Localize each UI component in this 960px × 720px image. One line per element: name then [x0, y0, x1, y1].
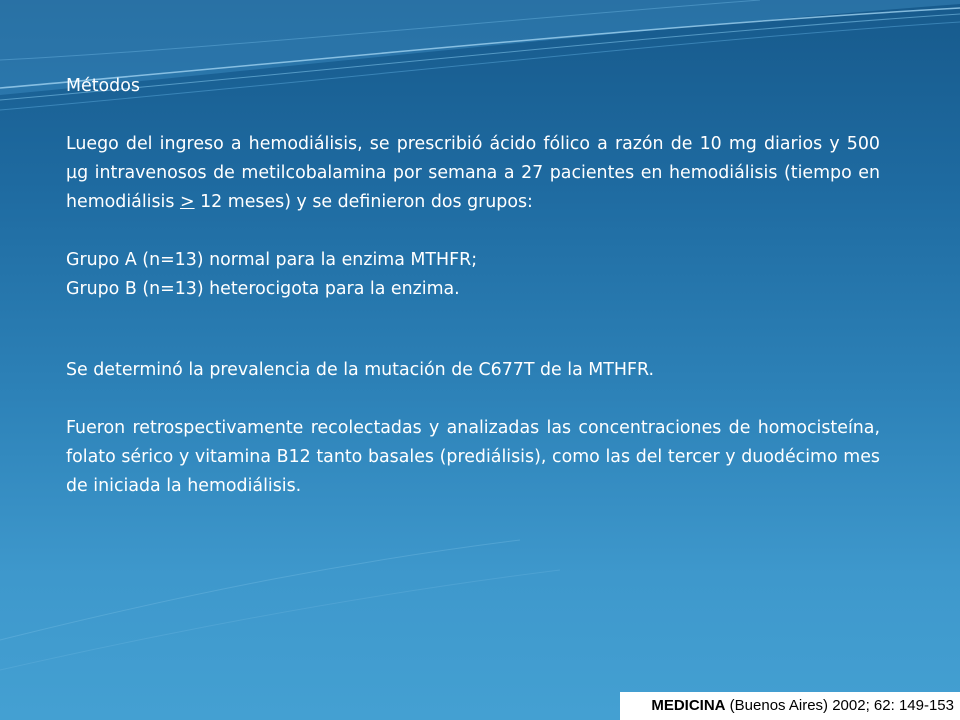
section-title: Métodos	[66, 76, 140, 96]
citation-details: (Buenos Aires) 2002; 62: 149-153	[725, 697, 954, 714]
paragraph-retrospective: Fueron retrospectivamente recolectadas y analizadas las concentraciones de homocisteína, folato sérico y vitamina B12 tanto basales (prediálisis), como las del tercer y duodécimo mes de iniciada la hemodiálisis.	[66, 418, 880, 496]
citation-journal: MEDICINA	[651, 697, 726, 714]
group-a-line: Grupo A (n=13) normal para la enzima MTHFR;	[66, 250, 478, 270]
paragraph-treatment-text: Luego del ingreso a hemodiálisis, se prescribió ácido fólico a razón de 10 mg diarios y 500 µg intravenosos de metilcobalamina por semana a 27 pacientes en hemodiálisis (tiempo en hemodiálisis	[66, 134, 880, 212]
paragraph-treatment	[66, 130, 880, 217]
citation-box	[620, 692, 960, 720]
paragraph-treatment-end: 12 meses) y se definieron dos grupos:	[194, 192, 533, 212]
slide-content	[66, 72, 880, 501]
paragraph-prevalence: Se determinó la prevalencia de la mutación de C677T de la MTHFR.	[66, 360, 654, 380]
greater-equal-symbol: >	[179, 192, 195, 212]
group-b-line: Grupo B (n=13) heterocigota para la enzima.	[66, 279, 460, 299]
